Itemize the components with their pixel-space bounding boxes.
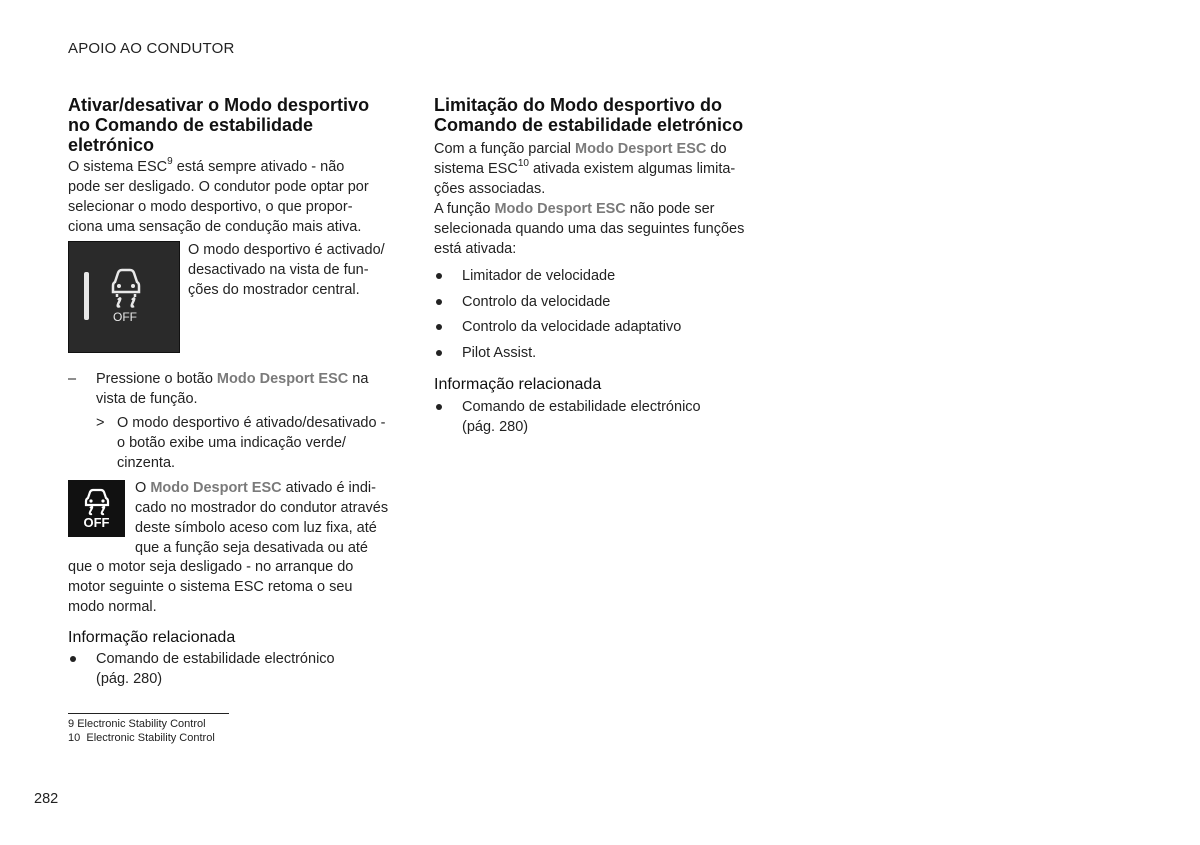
step-pre: Pressione o botão xyxy=(96,371,217,387)
footnote-number: 10 xyxy=(68,732,81,744)
step-text xyxy=(96,369,396,409)
intro-line3: selecionar o modo desportivo, o que propor- xyxy=(68,199,353,215)
list-item xyxy=(434,266,769,286)
right-heading xyxy=(434,95,769,135)
result-line3: cinzenta. xyxy=(117,455,176,471)
bullet xyxy=(436,404,442,410)
right-related-heading: Informação relacionada xyxy=(434,376,602,393)
bullet xyxy=(70,656,76,662)
left-column xyxy=(68,95,403,687)
panel-description xyxy=(188,240,403,300)
step-post: na xyxy=(348,371,369,387)
left-heading-line-2: no Comando de estabilidade xyxy=(68,115,314,135)
footnote-divider xyxy=(68,713,229,714)
intro-line4: ciona uma sensação de condução mais ativa. xyxy=(68,219,362,235)
symbol-description-continued xyxy=(68,557,403,617)
panel-text-line1: O modo desportivo é activado/ xyxy=(188,242,385,258)
result-marker: > xyxy=(96,415,105,431)
intro-line2: pode ser desligado. O condutor pode optar por xyxy=(68,179,369,195)
left-heading xyxy=(68,95,403,155)
footnote-ref-9[interactable]: 9 xyxy=(167,156,173,168)
p2-pre: A função xyxy=(434,201,495,217)
p1-line2-pre: sistema ESC xyxy=(434,161,518,177)
bullet xyxy=(436,350,442,356)
related-link-title[interactable]: Comando de estabilidade electrónico xyxy=(462,399,701,415)
sym-highlight: Modo Desport ESC xyxy=(150,480,282,496)
left-heading-line-1: Ativar/desativar o Modo desportivo xyxy=(68,95,370,115)
panel-text-line3: ções do mostrador central. xyxy=(188,282,360,298)
sym-line3: deste símbolo aceso com luz fixa, até xyxy=(135,520,377,536)
left-heading-line-3: eletrónico xyxy=(68,135,155,155)
related-link[interactable] xyxy=(68,649,403,689)
footnote-text: Electronic Stability Control xyxy=(77,718,206,730)
list-item xyxy=(434,292,769,312)
sym-cont-line3: modo normal. xyxy=(68,599,157,615)
bullet xyxy=(436,324,442,330)
list-item-text: Pilot Assist. xyxy=(462,344,537,361)
page-number: 282 xyxy=(34,791,59,807)
result-line1: O modo desportivo é ativado/desativado - xyxy=(117,415,386,431)
status-indicator-bar xyxy=(84,272,89,320)
p1-highlight: Modo Desport ESC xyxy=(575,141,707,157)
footnote-9 xyxy=(68,717,215,731)
sym-pre: O xyxy=(135,480,151,496)
footnote-ref-10[interactable]: 10 xyxy=(517,158,529,170)
p2-line2: selecionada quando uma das seguintes funções xyxy=(434,221,745,237)
related-link[interactable] xyxy=(434,397,769,437)
footnote-10 xyxy=(68,731,215,745)
panel-off-label: OFF xyxy=(113,310,137,324)
result-line2: o botão exibe uma indicação verde/ xyxy=(117,435,346,451)
panel-text-line2: desactivado na vista de fun- xyxy=(188,262,369,278)
sym-post: ativado é indi- xyxy=(281,480,376,496)
footnotes xyxy=(68,717,215,745)
sym-line2: cado no mostrador do condutor através xyxy=(135,500,389,516)
left-related-list xyxy=(68,649,403,689)
right-heading-line-1: Limitação do Modo desportivo do xyxy=(434,95,722,115)
p1-line3: ções associadas. xyxy=(434,181,546,197)
list-item-text: Controlo da velocidade adaptativo xyxy=(462,319,682,335)
p2-line3: está ativada: xyxy=(434,241,517,257)
right-column xyxy=(434,95,769,435)
left-intro xyxy=(68,157,403,237)
esc-sport-mode-button-image xyxy=(68,241,180,353)
footnote-number: 9 xyxy=(68,718,75,730)
intro-part1: O sistema ESC xyxy=(68,159,168,175)
step-marker: – xyxy=(68,371,77,387)
list-item xyxy=(434,317,769,337)
sym-cont-line1: que o motor seja desligado - no arranque do xyxy=(68,559,354,575)
intro-part2: está sempre ativado - não xyxy=(172,159,345,175)
list-item xyxy=(434,343,769,363)
step-line2: vista de função. xyxy=(96,391,198,407)
left-related-heading: Informação relacionada xyxy=(68,629,236,646)
related-link-title[interactable]: Comando de estabilidade electrónico xyxy=(96,651,335,667)
right-related-list xyxy=(434,397,769,437)
p2-highlight: Modo Desport ESC xyxy=(494,201,626,217)
sym-line4: que a função seja desativada ou até xyxy=(135,540,368,556)
esc-off-indicator-icon xyxy=(82,486,112,516)
functions-list xyxy=(434,266,769,368)
right-paragraph-2 xyxy=(434,199,769,259)
esc-sport-mode-button-icon xyxy=(109,264,143,310)
result-text xyxy=(117,413,402,473)
list-item-text: Controlo da velocidade xyxy=(462,293,611,310)
p1-post: do xyxy=(706,141,727,157)
related-link-page[interactable]: (pág. 280) xyxy=(96,671,163,687)
esc-off-symbol-image xyxy=(68,480,125,537)
bullet xyxy=(436,299,442,305)
symbol-description xyxy=(135,478,403,558)
symbol-off-label: OFF xyxy=(83,515,110,530)
footnote-text: Electronic Stability Control xyxy=(86,732,215,744)
step-button-name: Modo Desport ESC xyxy=(216,371,349,387)
p2-post: não pode ser xyxy=(625,201,715,217)
related-link-page[interactable]: (pág. 280) xyxy=(462,419,529,435)
list-item-text: Limitador de velocidade xyxy=(462,268,616,284)
right-heading-line-2: Comando de estabilidade eletrónico xyxy=(434,115,744,135)
p1-line2-post: ativada existem algumas limita- xyxy=(528,161,736,177)
right-paragraph-1 xyxy=(434,139,769,199)
bullet xyxy=(436,273,442,279)
section-header: APOIO AO CONDUTOR xyxy=(68,40,235,57)
p1-pre: Com a função parcial xyxy=(434,141,576,157)
sym-cont-line2: motor seguinte o sistema ESC retoma o seu xyxy=(68,579,353,595)
